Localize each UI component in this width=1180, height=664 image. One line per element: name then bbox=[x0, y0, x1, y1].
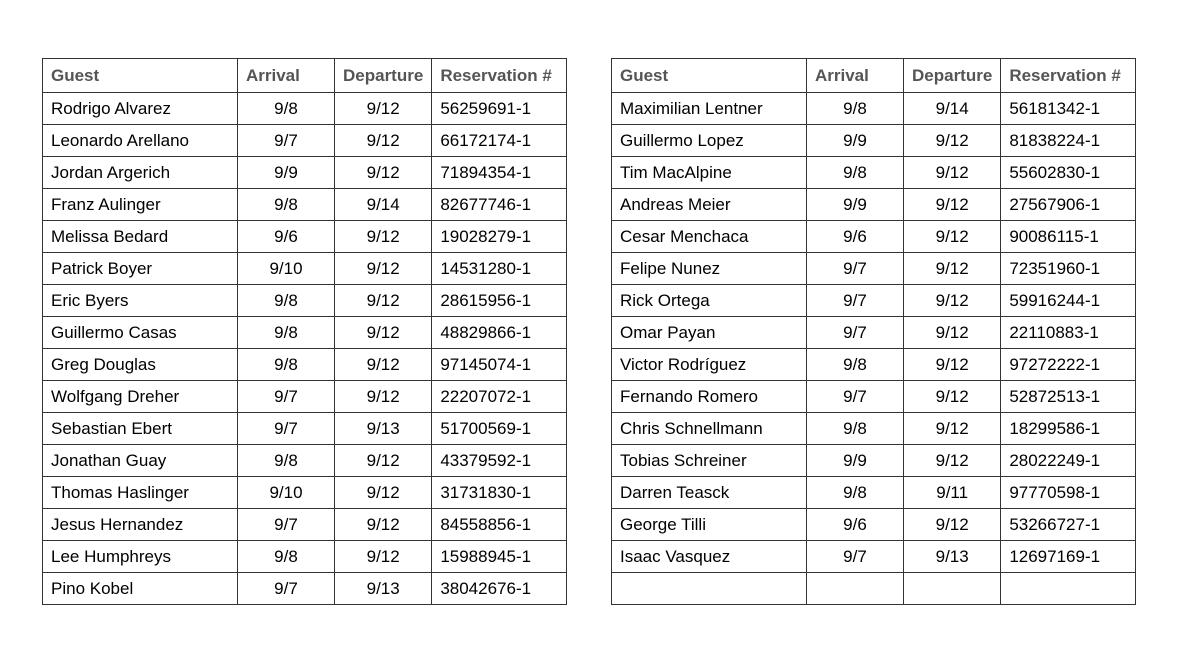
table-row bbox=[612, 509, 1136, 541]
cell-departure: 9/12 bbox=[335, 349, 432, 381]
cell-guest: Darren Teasck bbox=[612, 477, 807, 509]
cell-reservation: 97272222-1 bbox=[1001, 349, 1136, 381]
cell-reservation: 53266727-1 bbox=[1001, 509, 1136, 541]
cell-reservation: 52872513-1 bbox=[1001, 381, 1136, 413]
cell-reservation: 97145074-1 bbox=[432, 349, 567, 381]
cell-arrival: 9/7 bbox=[807, 253, 904, 285]
cell-departure bbox=[904, 573, 1001, 605]
cell-reservation: 90086115-1 bbox=[1001, 221, 1136, 253]
cell-arrival: 9/10 bbox=[238, 253, 335, 285]
cell-arrival: 9/7 bbox=[238, 509, 335, 541]
table-row bbox=[43, 573, 567, 605]
cell-reservation: 18299586-1 bbox=[1001, 413, 1136, 445]
cell-reservation bbox=[1001, 573, 1136, 605]
table-row bbox=[43, 509, 567, 541]
table-row bbox=[612, 125, 1136, 157]
cell-arrival: 9/7 bbox=[807, 285, 904, 317]
cell-guest: Maximilian Lentner bbox=[612, 93, 807, 125]
cell-departure: 9/12 bbox=[904, 125, 1001, 157]
cell-departure: 9/12 bbox=[335, 509, 432, 541]
cell-departure: 9/12 bbox=[335, 477, 432, 509]
cell-guest: Andreas Meier bbox=[612, 189, 807, 221]
header-arrival: Arrival bbox=[807, 59, 904, 93]
cell-guest: George Tilli bbox=[612, 509, 807, 541]
cell-arrival: 9/8 bbox=[238, 285, 335, 317]
table-row bbox=[43, 189, 567, 221]
table-body-left bbox=[43, 93, 567, 605]
cell-guest: Wolfgang Dreher bbox=[43, 381, 238, 413]
cell-guest: Rodrigo Alvarez bbox=[43, 93, 238, 125]
cell-guest: Jesus Hernandez bbox=[43, 509, 238, 541]
table-row bbox=[612, 349, 1136, 381]
cell-guest: Patrick Boyer bbox=[43, 253, 238, 285]
cell-reservation: 82677746-1 bbox=[432, 189, 567, 221]
cell-arrival: 9/8 bbox=[238, 349, 335, 381]
header-reservation: Reservation # bbox=[432, 59, 567, 93]
cell-arrival: 9/7 bbox=[238, 413, 335, 445]
cell-departure: 9/14 bbox=[904, 93, 1001, 125]
cell-reservation: 84558856-1 bbox=[432, 509, 567, 541]
table-row bbox=[43, 349, 567, 381]
cell-guest: Victor Rodríguez bbox=[612, 349, 807, 381]
guest-table-right bbox=[611, 58, 1136, 605]
table-row bbox=[43, 381, 567, 413]
table-row bbox=[612, 157, 1136, 189]
cell-arrival: 9/8 bbox=[238, 93, 335, 125]
table-row bbox=[43, 477, 567, 509]
cell-guest: Franz Aulinger bbox=[43, 189, 238, 221]
cell-reservation: 28615956-1 bbox=[432, 285, 567, 317]
cell-guest: Felipe Nunez bbox=[612, 253, 807, 285]
table-row bbox=[612, 285, 1136, 317]
cell-guest: Greg Douglas bbox=[43, 349, 238, 381]
cell-reservation: 48829866-1 bbox=[432, 317, 567, 349]
table-row bbox=[612, 317, 1136, 349]
cell-guest: Fernando Romero bbox=[612, 381, 807, 413]
cell-departure: 9/12 bbox=[904, 221, 1001, 253]
table-row bbox=[43, 285, 567, 317]
cell-departure: 9/12 bbox=[335, 253, 432, 285]
cell-reservation: 51700569-1 bbox=[432, 413, 567, 445]
cell-guest: Jordan Argerich bbox=[43, 157, 238, 189]
cell-reservation: 19028279-1 bbox=[432, 221, 567, 253]
table-row bbox=[612, 445, 1136, 477]
cell-departure: 9/12 bbox=[904, 381, 1001, 413]
cell-arrival: 9/7 bbox=[238, 381, 335, 413]
cell-guest: Isaac Vasquez bbox=[612, 541, 807, 573]
table-row bbox=[612, 93, 1136, 125]
table-row bbox=[612, 381, 1136, 413]
cell-departure: 9/12 bbox=[335, 317, 432, 349]
table-row bbox=[612, 573, 1136, 605]
cell-arrival: 9/8 bbox=[238, 445, 335, 477]
table-header-row bbox=[43, 59, 567, 93]
cell-reservation: 71894354-1 bbox=[432, 157, 567, 189]
cell-departure: 9/12 bbox=[904, 349, 1001, 381]
cell-departure: 9/13 bbox=[335, 573, 432, 605]
cell-departure: 9/12 bbox=[335, 93, 432, 125]
cell-arrival: 9/8 bbox=[807, 477, 904, 509]
cell-arrival: 9/9 bbox=[807, 445, 904, 477]
cell-reservation: 56259691-1 bbox=[432, 93, 567, 125]
table-row bbox=[612, 253, 1136, 285]
cell-arrival: 9/9 bbox=[807, 189, 904, 221]
table-row bbox=[612, 189, 1136, 221]
cell-reservation: 55602830-1 bbox=[1001, 157, 1136, 189]
cell-reservation: 22207072-1 bbox=[432, 381, 567, 413]
cell-arrival: 9/8 bbox=[238, 317, 335, 349]
cell-reservation: 43379592-1 bbox=[432, 445, 567, 477]
cell-arrival: 9/7 bbox=[238, 125, 335, 157]
table-row bbox=[612, 221, 1136, 253]
table-row bbox=[43, 253, 567, 285]
cell-arrival: 9/6 bbox=[238, 221, 335, 253]
cell-arrival: 9/9 bbox=[807, 125, 904, 157]
cell-reservation: 27567906-1 bbox=[1001, 189, 1136, 221]
table-row bbox=[43, 157, 567, 189]
cell-departure: 9/14 bbox=[335, 189, 432, 221]
cell-arrival: 9/8 bbox=[807, 93, 904, 125]
table-header-row bbox=[612, 59, 1136, 93]
cell-arrival: 9/8 bbox=[807, 157, 904, 189]
cell-departure: 9/12 bbox=[904, 509, 1001, 541]
cell-departure: 9/12 bbox=[904, 285, 1001, 317]
cell-guest: Pino Kobel bbox=[43, 573, 238, 605]
cell-arrival bbox=[807, 573, 904, 605]
cell-departure: 9/12 bbox=[904, 445, 1001, 477]
cell-guest: Lee Humphreys bbox=[43, 541, 238, 573]
cell-arrival: 9/7 bbox=[807, 317, 904, 349]
cell-departure: 9/12 bbox=[904, 157, 1001, 189]
cell-reservation: 38042676-1 bbox=[432, 573, 567, 605]
header-departure: Departure bbox=[335, 59, 432, 93]
cell-reservation: 56181342-1 bbox=[1001, 93, 1136, 125]
header-departure: Departure bbox=[904, 59, 1001, 93]
cell-guest: Omar Payan bbox=[612, 317, 807, 349]
cell-guest: Cesar Menchaca bbox=[612, 221, 807, 253]
table-row bbox=[43, 221, 567, 253]
cell-guest: Jonathan Guay bbox=[43, 445, 238, 477]
cell-departure: 9/12 bbox=[335, 285, 432, 317]
cell-reservation: 72351960-1 bbox=[1001, 253, 1136, 285]
table-row bbox=[612, 541, 1136, 573]
cell-guest: Eric Byers bbox=[43, 285, 238, 317]
cell-arrival: 9/8 bbox=[238, 541, 335, 573]
cell-departure: 9/13 bbox=[335, 413, 432, 445]
cell-arrival: 9/7 bbox=[238, 573, 335, 605]
cell-guest: Guillermo Casas bbox=[43, 317, 238, 349]
cell-departure: 9/13 bbox=[904, 541, 1001, 573]
cell-departure: 9/12 bbox=[904, 317, 1001, 349]
cell-departure: 9/12 bbox=[904, 189, 1001, 221]
cell-departure: 9/12 bbox=[335, 221, 432, 253]
cell-guest: Sebastian Ebert bbox=[43, 413, 238, 445]
cell-reservation: 81838224-1 bbox=[1001, 125, 1136, 157]
table-row bbox=[43, 445, 567, 477]
cell-arrival: 9/8 bbox=[807, 413, 904, 445]
cell-reservation: 66172174-1 bbox=[432, 125, 567, 157]
cell-departure: 9/12 bbox=[335, 445, 432, 477]
cell-departure: 9/12 bbox=[904, 253, 1001, 285]
cell-departure: 9/11 bbox=[904, 477, 1001, 509]
cell-arrival: 9/10 bbox=[238, 477, 335, 509]
cell-arrival: 9/7 bbox=[807, 381, 904, 413]
cell-arrival: 9/6 bbox=[807, 509, 904, 541]
cell-guest: Rick Ortega bbox=[612, 285, 807, 317]
cell-departure: 9/12 bbox=[335, 125, 432, 157]
cell-arrival: 9/6 bbox=[807, 221, 904, 253]
cell-reservation: 14531280-1 bbox=[432, 253, 567, 285]
header-guest: Guest bbox=[43, 59, 238, 93]
cell-guest bbox=[612, 573, 807, 605]
cell-departure: 9/12 bbox=[335, 541, 432, 573]
cell-reservation: 97770598-1 bbox=[1001, 477, 1136, 509]
cell-guest: Leonardo Arellano bbox=[43, 125, 238, 157]
table-row bbox=[43, 125, 567, 157]
cell-arrival: 9/8 bbox=[238, 189, 335, 221]
table-row bbox=[612, 477, 1136, 509]
cell-departure: 9/12 bbox=[904, 413, 1001, 445]
cell-guest: Guillermo Lopez bbox=[612, 125, 807, 157]
cell-departure: 9/12 bbox=[335, 157, 432, 189]
table-body-right bbox=[612, 93, 1136, 605]
table-row bbox=[43, 93, 567, 125]
table-row bbox=[43, 541, 567, 573]
header-reservation: Reservation # bbox=[1001, 59, 1136, 93]
cell-reservation: 12697169-1 bbox=[1001, 541, 1136, 573]
cell-reservation: 31731830-1 bbox=[432, 477, 567, 509]
cell-arrival: 9/7 bbox=[807, 541, 904, 573]
cell-reservation: 28022249-1 bbox=[1001, 445, 1136, 477]
guest-table-left bbox=[42, 58, 567, 605]
cell-guest: Tim MacAlpine bbox=[612, 157, 807, 189]
table-row bbox=[43, 317, 567, 349]
table-row bbox=[612, 413, 1136, 445]
header-guest: Guest bbox=[612, 59, 807, 93]
cell-reservation: 22110883-1 bbox=[1001, 317, 1136, 349]
cell-guest: Chris Schnellmann bbox=[612, 413, 807, 445]
cell-arrival: 9/8 bbox=[807, 349, 904, 381]
table-row bbox=[43, 413, 567, 445]
cell-guest: Thomas Haslinger bbox=[43, 477, 238, 509]
cell-guest: Melissa Bedard bbox=[43, 221, 238, 253]
cell-departure: 9/12 bbox=[335, 381, 432, 413]
cell-reservation: 59916244-1 bbox=[1001, 285, 1136, 317]
header-arrival: Arrival bbox=[238, 59, 335, 93]
cell-reservation: 15988945-1 bbox=[432, 541, 567, 573]
cell-guest: Tobias Schreiner bbox=[612, 445, 807, 477]
cell-arrival: 9/9 bbox=[238, 157, 335, 189]
